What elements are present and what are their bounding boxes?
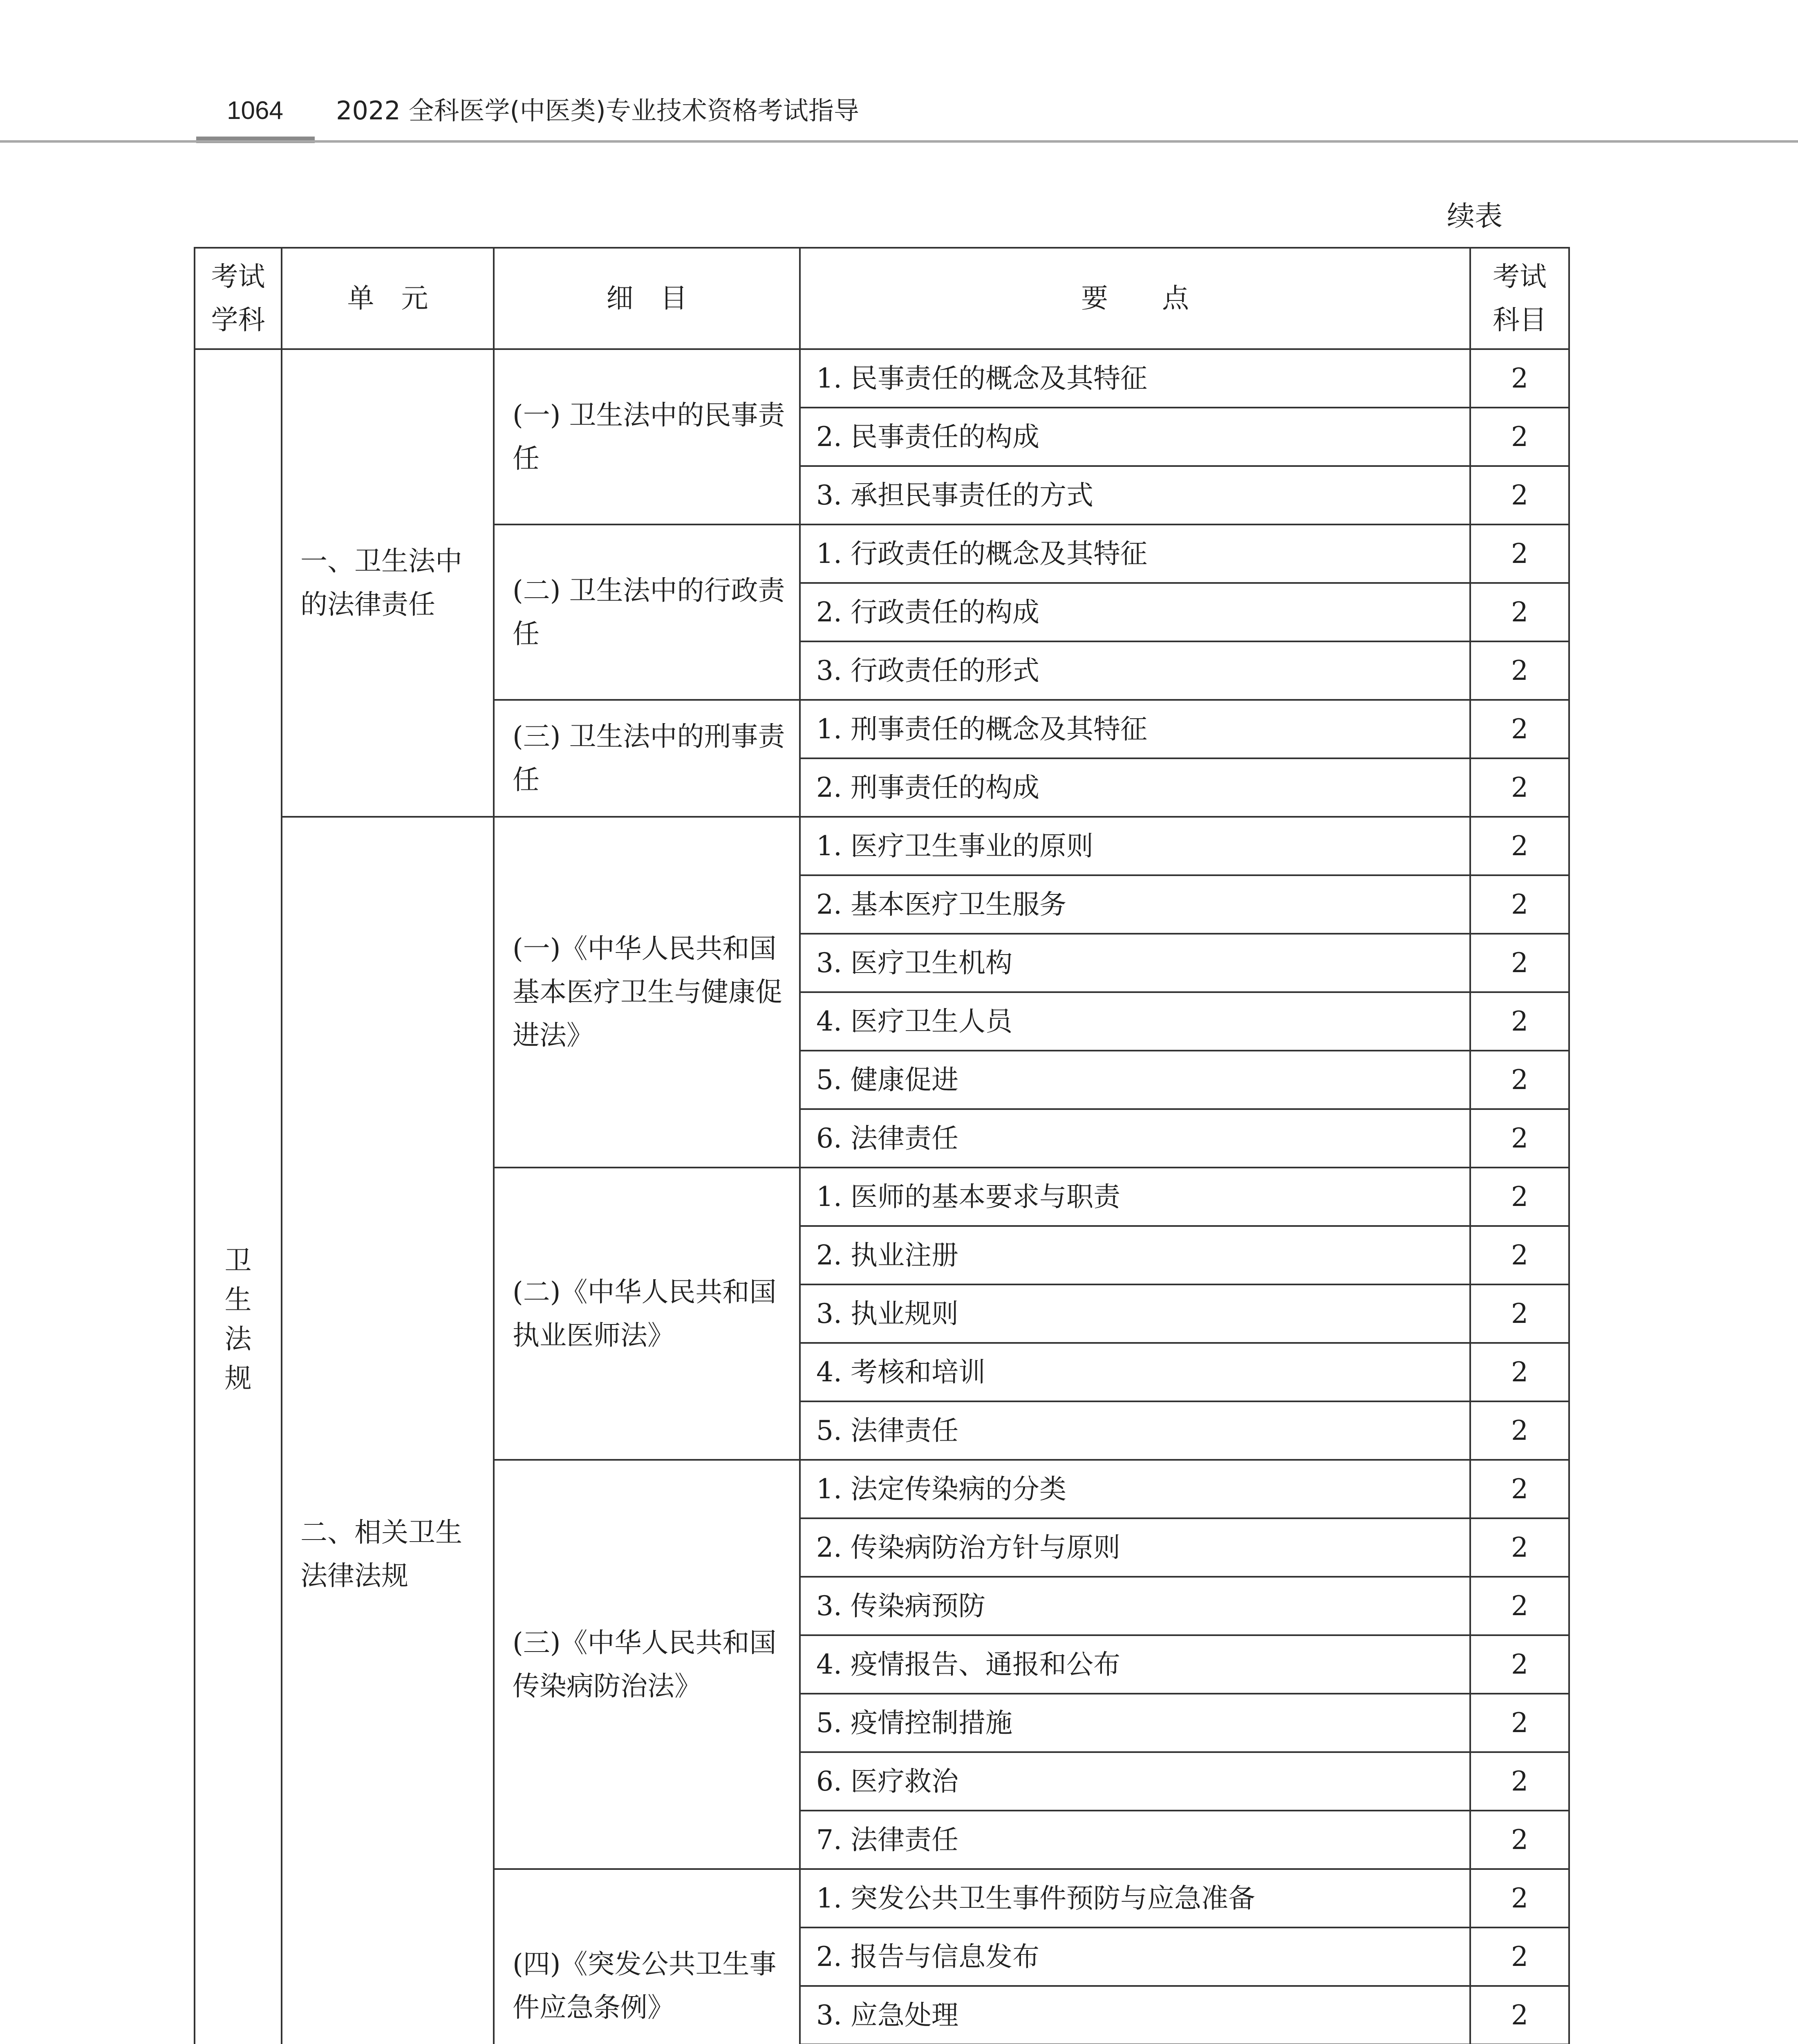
- point-cell: 5. 疫情控制措施: [800, 1694, 1470, 1752]
- level-cell: 2: [1470, 1401, 1569, 1460]
- level-cell: 2: [1470, 1051, 1569, 1109]
- point-cell: 4. 考核和培训: [800, 1343, 1470, 1401]
- level-cell: 2: [1470, 583, 1569, 641]
- point-cell: 3. 医疗卫生机构: [800, 934, 1470, 992]
- point-cell: 2. 报告与信息发布: [800, 1927, 1470, 1986]
- book-title: 2022 全科医学(中医类)专业技术资格考试指导: [336, 96, 859, 126]
- level-cell: 2: [1470, 875, 1569, 934]
- point-cell: 1. 法定传染病的分类: [800, 1460, 1470, 1518]
- level-cell: 2: [1470, 1927, 1569, 1986]
- table-row: [195, 817, 1569, 875]
- point-cell: 3. 传染病预防: [800, 1577, 1470, 1635]
- item-cell: (一)《中华人民共和国基本医疗卫生与健康促进法》: [494, 817, 800, 1168]
- point-cell: 2. 刑事责任的构成: [800, 758, 1470, 817]
- point-cell: 2. 执业注册: [800, 1226, 1470, 1284]
- point-cell: 1. 行政责任的概念及其特征: [800, 524, 1470, 583]
- point-cell: 2. 基本医疗卫生服务: [800, 875, 1470, 934]
- unit-cell: 二、相关卫生法律法规: [282, 817, 494, 2044]
- point-cell: 5. 法律责任: [800, 1401, 1470, 1460]
- point-cell: 1. 医疗卫生事业的原则: [800, 817, 1470, 875]
- page-number: 1064: [227, 96, 283, 125]
- level-cell: 2: [1470, 992, 1569, 1051]
- point-cell: 3. 承担民事责任的方式: [800, 466, 1470, 524]
- level-cell: 2: [1470, 1518, 1569, 1577]
- table-header-row: [195, 248, 1569, 349]
- level-cell: 2: [1470, 700, 1569, 758]
- point-cell: 2. 行政责任的构成: [800, 583, 1470, 641]
- header-point: 要 点: [800, 248, 1470, 349]
- item-cell: (三)《中华人民共和国传染病防治法》: [494, 1460, 800, 1869]
- point-cell: 4. 医疗卫生人员: [800, 992, 1470, 1051]
- point-cell: 4. 疫情报告、通报和公布: [800, 1635, 1470, 1694]
- point-cell: 1. 刑事责任的概念及其特征: [800, 700, 1470, 758]
- point-cell: 2. 民事责任的构成: [800, 408, 1470, 466]
- level-cell: 2: [1470, 1986, 1569, 2044]
- point-cell: 2. 传染病防治方针与原则: [800, 1518, 1470, 1577]
- header-subject: 考试 学科: [195, 248, 282, 349]
- point-cell: 3. 行政责任的形式: [800, 641, 1470, 700]
- header-level: 考试 科目: [1470, 248, 1569, 349]
- point-cell: 6. 医疗救治: [800, 1752, 1470, 1811]
- item-cell: (二)《中华人民共和国执业医师法》: [494, 1168, 800, 1460]
- level-cell: 2: [1470, 524, 1569, 583]
- level-cell: 2: [1470, 934, 1569, 992]
- header-rule: [0, 140, 1798, 143]
- item-cell: (四)《突发公共卫生事件应急条例》: [494, 1869, 800, 2044]
- level-cell: 2: [1470, 758, 1569, 817]
- level-cell: 2: [1470, 1460, 1569, 1518]
- point-cell: 3. 执业规则: [800, 1284, 1470, 1343]
- level-cell: 2: [1470, 1226, 1569, 1284]
- level-cell: 2: [1470, 408, 1569, 466]
- syllabus-table: [194, 247, 1570, 2044]
- level-cell: 2: [1470, 1284, 1569, 1343]
- level-cell: 2: [1470, 1343, 1569, 1401]
- level-cell: 2: [1470, 641, 1569, 700]
- level-cell: 2: [1470, 1577, 1569, 1635]
- header-item: 细 目: [494, 248, 800, 349]
- point-cell: 5. 健康促进: [800, 1051, 1470, 1109]
- level-cell: 2: [1470, 1635, 1569, 1694]
- level-cell: 2: [1470, 1109, 1569, 1168]
- level-cell: 2: [1470, 349, 1569, 408]
- point-cell: 3. 应急处理: [800, 1986, 1470, 2044]
- item-cell: (三) 卫生法中的刑事责任: [494, 700, 800, 817]
- level-cell: 2: [1470, 817, 1569, 875]
- point-cell: 7. 法律责任: [800, 1811, 1470, 1869]
- level-cell: 2: [1470, 1168, 1569, 1226]
- subject-cell: 卫生法规: [195, 349, 282, 2044]
- continued-label: 续表: [1447, 200, 1503, 233]
- item-cell: (二) 卫生法中的行政责任: [494, 524, 800, 700]
- point-cell: 1. 医师的基本要求与职责: [800, 1168, 1470, 1226]
- header-unit: 单 元: [282, 248, 494, 349]
- level-cell: 2: [1470, 1811, 1569, 1869]
- table-row: [195, 349, 1569, 408]
- level-cell: 2: [1470, 1752, 1569, 1811]
- point-cell: 1. 突发公共卫生事件预防与应急准备: [800, 1869, 1470, 1927]
- item-cell: (一) 卫生法中的民事责任: [494, 349, 800, 524]
- page-header: [0, 0, 1798, 147]
- point-cell: 1. 民事责任的概念及其特征: [800, 349, 1470, 408]
- level-cell: 2: [1470, 1694, 1569, 1752]
- point-cell: 6. 法律责任: [800, 1109, 1470, 1168]
- unit-cell: 一、卫生法中的法律责任: [282, 349, 494, 817]
- level-cell: 2: [1470, 466, 1569, 524]
- level-cell: 2: [1470, 1869, 1569, 1927]
